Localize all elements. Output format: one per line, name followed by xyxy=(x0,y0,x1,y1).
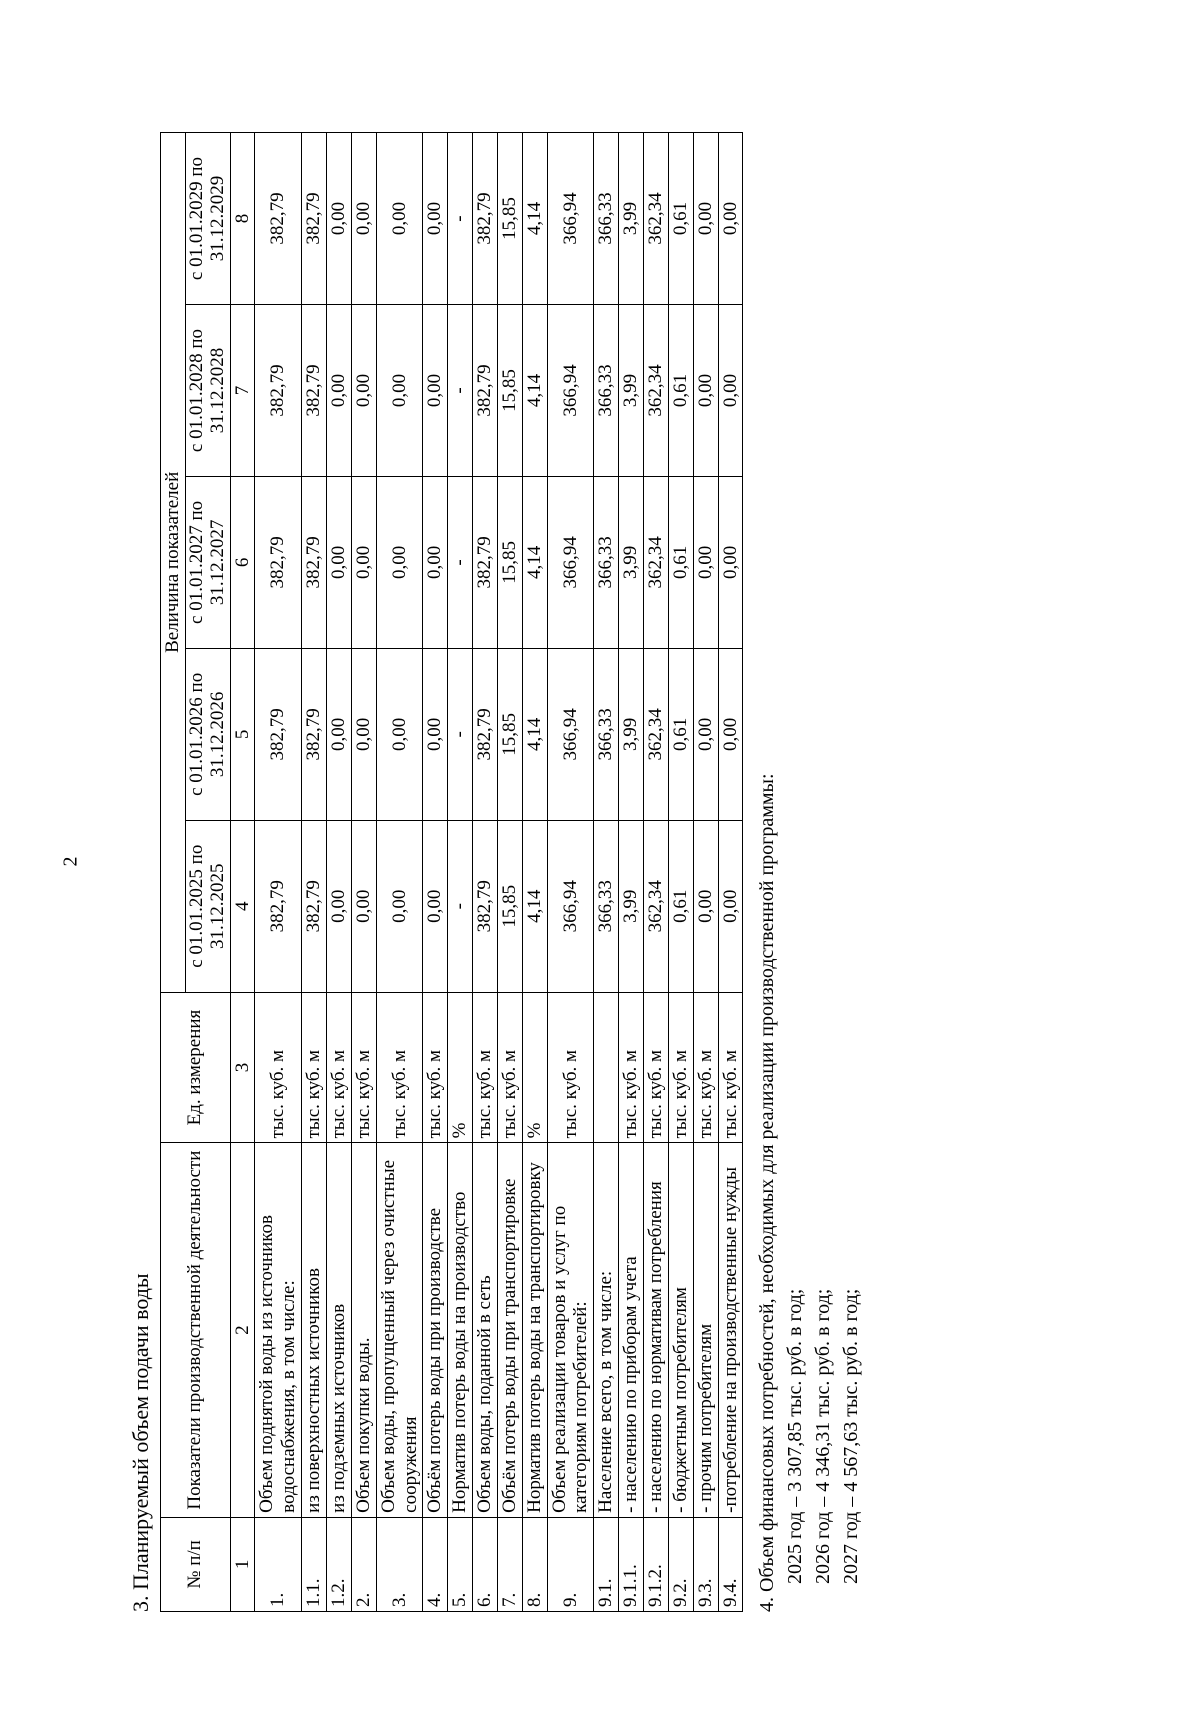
row-number: 1.1. xyxy=(302,1517,327,1611)
row-number: 6. xyxy=(473,1517,498,1611)
row-value: 362,34 xyxy=(643,820,668,992)
header-period: с 01.01.2028 по 31.12.2028 xyxy=(185,305,230,477)
row-value: 0,00 xyxy=(718,476,743,648)
row-value: 0,00 xyxy=(423,476,448,648)
row-indicator: Население всего, в том числе: xyxy=(594,1143,619,1517)
row-value: 0,61 xyxy=(668,820,693,992)
row-value: 0,00 xyxy=(693,305,718,477)
row-value: 0,00 xyxy=(351,133,376,305)
row-value: 0,00 xyxy=(693,820,718,992)
row-value: 362,34 xyxy=(643,476,668,648)
row-number: 7. xyxy=(497,1517,522,1611)
row-unit: тыс. куб. м xyxy=(619,992,644,1143)
row-value: 362,34 xyxy=(643,305,668,477)
table-row xyxy=(376,133,423,1612)
row-value: 382,79 xyxy=(255,476,302,648)
row-value: - xyxy=(448,305,473,477)
row-value: 0,00 xyxy=(423,305,448,477)
row-value: 382,79 xyxy=(302,820,327,992)
row-number: 1.2. xyxy=(327,1517,352,1611)
row-unit: тыс. куб. м xyxy=(547,992,594,1143)
row-indicator: Норматив потерь воды на транспортировку xyxy=(522,1143,547,1517)
row-value: 0,00 xyxy=(376,133,423,305)
table-row xyxy=(473,133,498,1612)
row-unit: тыс. куб. м xyxy=(693,992,718,1143)
row-value: 382,79 xyxy=(473,820,498,992)
table-row xyxy=(302,133,327,1612)
row-value: 0,00 xyxy=(693,476,718,648)
row-value: 366,33 xyxy=(594,820,619,992)
table-row xyxy=(497,133,522,1612)
header-period: с 01.01.2026 по 31.12.2026 xyxy=(185,648,230,820)
row-indicator: Объем покупки воды. xyxy=(351,1143,376,1517)
row-value: 0,00 xyxy=(327,305,352,477)
row-unit: тыс. куб. м xyxy=(302,992,327,1143)
row-number: 9.1.1. xyxy=(619,1517,644,1611)
row-value: 4,14 xyxy=(522,133,547,305)
row-value: 382,79 xyxy=(473,305,498,477)
column-number: 1 xyxy=(230,1517,255,1611)
row-value: 15,85 xyxy=(497,820,522,992)
row-value: 3,99 xyxy=(619,476,644,648)
row-indicator: Объем поднятой воды из источников водоснабжения, в том числе: xyxy=(255,1143,302,1517)
row-unit: тыс. куб. м xyxy=(255,992,302,1143)
row-indicator: Объём потерь воды при транспортировке xyxy=(497,1143,522,1517)
row-value: 382,79 xyxy=(255,648,302,820)
row-value: 382,79 xyxy=(302,648,327,820)
row-value: 366,33 xyxy=(594,305,619,477)
row-value: - xyxy=(448,648,473,820)
column-number: 3 xyxy=(230,992,255,1143)
row-indicator: - бюджетным потребителям xyxy=(668,1143,693,1517)
row-value: 366,94 xyxy=(547,133,594,305)
header-period: с 01.01.2025 по 31.12.2025 xyxy=(185,820,230,992)
row-value: 4,14 xyxy=(522,476,547,648)
table-row xyxy=(619,133,644,1612)
row-unit: тыс. куб. м xyxy=(718,992,743,1143)
row-value: 0,00 xyxy=(376,648,423,820)
row-number: 9.3. xyxy=(693,1517,718,1611)
row-unit: тыс. куб. м xyxy=(497,992,522,1143)
section-title: 3. Планируемый объем подачи воды xyxy=(128,1273,153,1612)
row-value: 4,14 xyxy=(522,820,547,992)
row-value: 366,94 xyxy=(547,476,594,648)
table-row xyxy=(448,133,473,1612)
row-number: 9.1. xyxy=(594,1517,619,1611)
header-num: № п/п xyxy=(161,1517,231,1611)
row-indicator: Норматив потерь воды на производство xyxy=(448,1143,473,1517)
row-indicator: - населению по приборам учета xyxy=(619,1143,644,1517)
financial-needs-item: 2025 год – 3 307,85 тыс. руб. в год; xyxy=(784,1288,807,1584)
row-value: 15,85 xyxy=(497,133,522,305)
row-value: 3,99 xyxy=(619,648,644,820)
table-row xyxy=(351,133,376,1612)
header-indicator: Показатели производственной деятельности xyxy=(161,1143,231,1517)
header-period: с 01.01.2029 по 31.12.2029 xyxy=(185,133,230,305)
row-value: 382,79 xyxy=(302,305,327,477)
row-value: - xyxy=(448,133,473,305)
row-value: 0,00 xyxy=(718,820,743,992)
table-row xyxy=(522,133,547,1612)
row-value: 0,00 xyxy=(693,133,718,305)
row-indicator: Объем воды, поданной в сеть xyxy=(473,1143,498,1517)
row-value: 0,00 xyxy=(376,820,423,992)
row-unit: тыс. куб. м xyxy=(327,992,352,1143)
row-value: - xyxy=(448,820,473,992)
row-indicator: -потребление на производственные нужды xyxy=(718,1143,743,1517)
row-indicator: - населению по нормативам потребления xyxy=(643,1143,668,1517)
table-row xyxy=(718,133,743,1612)
row-value: 382,79 xyxy=(255,820,302,992)
row-value: 15,85 xyxy=(497,305,522,477)
table-row xyxy=(643,133,668,1612)
column-number: 5 xyxy=(230,648,255,820)
row-number: 4. xyxy=(423,1517,448,1611)
row-number: 8. xyxy=(522,1517,547,1611)
header-values-group: Величина показателей xyxy=(161,133,186,993)
row-unit: тыс. куб. м xyxy=(643,992,668,1143)
row-number: 9.4. xyxy=(718,1517,743,1611)
row-value: 0,61 xyxy=(668,648,693,820)
row-value: 4,14 xyxy=(522,305,547,477)
row-unit: % xyxy=(522,992,547,1143)
row-value: 382,79 xyxy=(302,133,327,305)
row-value: 0,00 xyxy=(423,133,448,305)
row-value: 0,00 xyxy=(423,648,448,820)
table-row xyxy=(255,133,302,1612)
page-number: 2 xyxy=(59,856,82,867)
row-value: 0,00 xyxy=(351,820,376,992)
water-supply-table xyxy=(160,132,743,1612)
row-unit: % xyxy=(448,992,473,1143)
column-number: 7 xyxy=(230,305,255,477)
row-unit: тыс. куб. м xyxy=(351,992,376,1143)
row-value: 362,34 xyxy=(643,648,668,820)
row-value: 0,00 xyxy=(327,648,352,820)
financial-needs-item: 2026 год – 4 346,31 тыс. руб. в год; xyxy=(812,1288,835,1584)
row-value: 366,33 xyxy=(594,648,619,820)
row-value: 0,00 xyxy=(327,476,352,648)
row-value: 366,33 xyxy=(594,476,619,648)
table-row xyxy=(594,133,619,1612)
header-row xyxy=(161,133,186,1612)
financial-needs-section xyxy=(753,112,865,1612)
row-value: 382,79 xyxy=(473,648,498,820)
row-indicator: - прочим потребителям xyxy=(693,1143,718,1517)
column-number: 4 xyxy=(230,820,255,992)
row-value: 3,99 xyxy=(619,820,644,992)
row-value: 0,00 xyxy=(376,305,423,477)
row-indicator: Объем воды, пропущенный через очистные сооружения xyxy=(376,1143,423,1517)
row-number: 9. xyxy=(547,1517,594,1611)
row-number: 9.1.2. xyxy=(643,1517,668,1611)
row-value: 382,79 xyxy=(255,133,302,305)
row-unit xyxy=(594,992,619,1143)
table-row xyxy=(423,133,448,1612)
row-value: 0,00 xyxy=(693,648,718,820)
row-number: 2. xyxy=(351,1517,376,1611)
row-value: 3,99 xyxy=(619,133,644,305)
row-indicator: из поверхностных источников xyxy=(302,1143,327,1517)
table-row xyxy=(547,133,594,1612)
row-indicator: Объём потерь воды при производстве xyxy=(423,1143,448,1517)
row-indicator: из подземных источников xyxy=(327,1143,352,1517)
row-value: 382,79 xyxy=(302,476,327,648)
financial-needs-item: 2027 год – 4 567,63 тыс. руб. в год; xyxy=(840,1288,863,1584)
row-value: 0,00 xyxy=(351,305,376,477)
row-value: 0,00 xyxy=(718,133,743,305)
row-value: 362,34 xyxy=(643,133,668,305)
row-value: 15,85 xyxy=(497,648,522,820)
row-value: 382,79 xyxy=(473,476,498,648)
table-body xyxy=(255,133,743,1612)
row-unit: тыс. куб. м xyxy=(423,992,448,1143)
column-number: 6 xyxy=(230,476,255,648)
header-unit: Ед. измерения xyxy=(161,992,231,1143)
row-unit: тыс. куб. м xyxy=(668,992,693,1143)
row-number: 9.2. xyxy=(668,1517,693,1611)
row-value: 0,00 xyxy=(351,476,376,648)
row-value: 366,33 xyxy=(594,133,619,305)
row-value: 4,14 xyxy=(522,648,547,820)
row-value: 0,00 xyxy=(423,820,448,992)
table-row xyxy=(668,133,693,1612)
row-indicator: Объем реализации товаров и услуг по категориям потребителей: xyxy=(547,1143,594,1517)
row-value: - xyxy=(448,476,473,648)
row-value: 366,94 xyxy=(547,305,594,477)
financial-needs-heading: 4. Объем финансовых потребностей, необходимых для реализации производственной программы: xyxy=(756,773,779,1612)
row-value: 366,94 xyxy=(547,648,594,820)
row-unit: тыс. куб. м xyxy=(376,992,423,1143)
table-row xyxy=(327,133,352,1612)
row-value: 0,00 xyxy=(376,476,423,648)
row-number: 1. xyxy=(255,1517,302,1611)
row-number: 5. xyxy=(448,1517,473,1611)
header-period: с 01.01.2027 по 31.12.2027 xyxy=(185,476,230,648)
row-value: 0,00 xyxy=(718,648,743,820)
row-value: 0,00 xyxy=(327,133,352,305)
row-value: 3,99 xyxy=(619,305,644,477)
row-value: 0,00 xyxy=(351,648,376,820)
row-value: 0,61 xyxy=(668,476,693,648)
table-row xyxy=(693,133,718,1612)
rotated-content xyxy=(122,112,865,1612)
row-value: 382,79 xyxy=(255,305,302,477)
row-value: 366,94 xyxy=(547,820,594,992)
row-number: 3. xyxy=(376,1517,423,1611)
row-value: 0,00 xyxy=(327,820,352,992)
row-unit: тыс. куб. м xyxy=(473,992,498,1143)
row-value: 382,79 xyxy=(473,133,498,305)
row-value: 15,85 xyxy=(497,476,522,648)
row-value: 0,61 xyxy=(668,305,693,477)
column-number: 2 xyxy=(230,1143,255,1517)
row-value: 0,00 xyxy=(718,305,743,477)
column-numbers-row xyxy=(230,133,255,1612)
column-number: 8 xyxy=(230,133,255,305)
row-value: 0,61 xyxy=(668,133,693,305)
